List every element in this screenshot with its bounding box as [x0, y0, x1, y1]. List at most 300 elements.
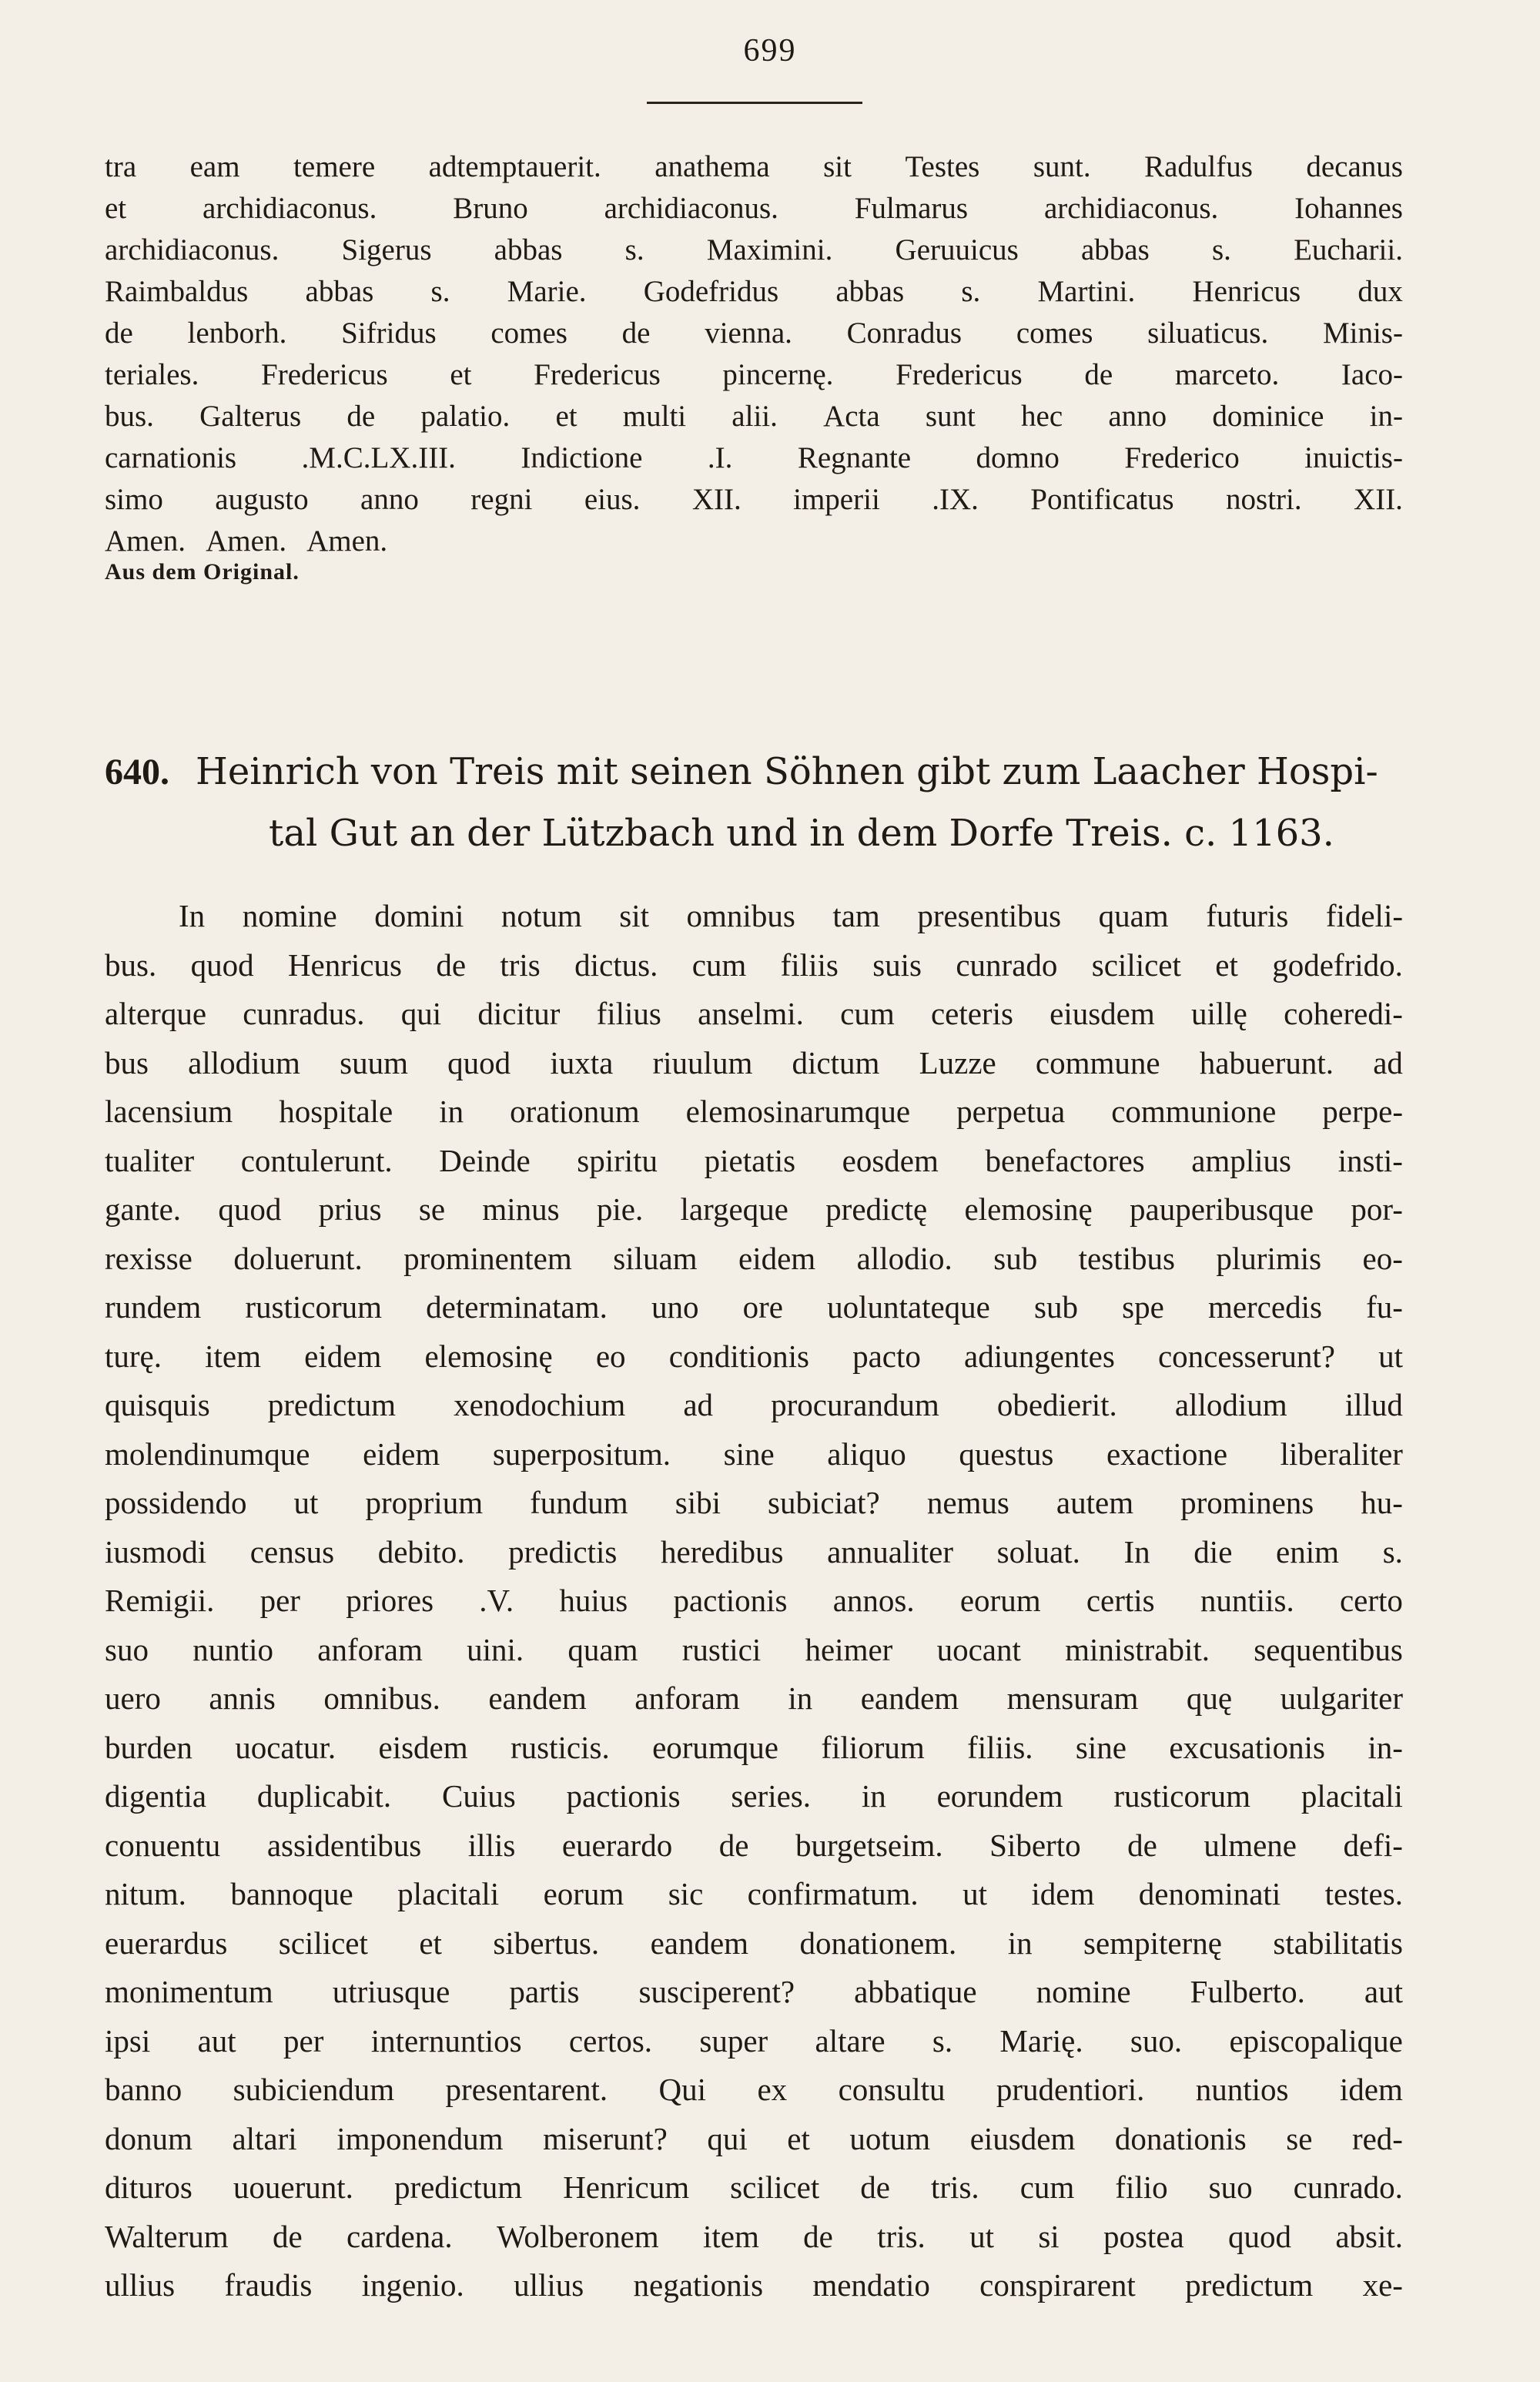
word: s.: [624, 233, 644, 266]
word: Galterus: [199, 400, 302, 433]
word: hec: [1021, 400, 1063, 433]
word: excusationis: [1169, 1729, 1325, 1765]
word: et: [555, 400, 578, 433]
word: item: [205, 1338, 262, 1374]
word: prius: [318, 1191, 382, 1227]
word: suum: [340, 1044, 408, 1080]
charter-top-line: [105, 271, 1403, 313]
word: In: [1123, 1533, 1150, 1570]
word: eosdem: [842, 1142, 939, 1178]
word: Marie.: [507, 275, 587, 308]
word: uocatur.: [235, 1729, 336, 1765]
word: conspirarent: [979, 2267, 1136, 2303]
source-note: Aus dem Original.: [105, 559, 300, 585]
word: nuntio: [192, 1631, 274, 1667]
word: placitali: [1301, 1778, 1403, 1814]
word: dituros: [105, 2169, 192, 2205]
word: ex: [757, 2072, 788, 2107]
word: anno: [360, 483, 419, 516]
word: de: [105, 317, 133, 350]
word: sibi: [675, 1485, 721, 1520]
word: donationis: [1114, 2120, 1247, 2156]
word: Luzze: [919, 1044, 996, 1080]
word: perpetua: [956, 1094, 1066, 1129]
word: elemosinę: [424, 1338, 553, 1374]
word: abbas: [494, 233, 563, 266]
word: consultu: [838, 2072, 946, 2107]
word: .I.: [707, 441, 733, 474]
word: quisquis: [105, 1387, 210, 1422]
word: imponendum: [336, 2120, 504, 2156]
word: nitum.: [105, 1876, 186, 1911]
word: filius: [596, 996, 661, 1031]
word: presentibus: [917, 898, 1062, 933]
word: siluam: [613, 1240, 698, 1276]
word: superpositum.: [492, 1436, 671, 1472]
word: adiungentes: [964, 1338, 1115, 1374]
charter-body-line: [105, 1137, 1403, 1186]
charter-top-line: [105, 354, 1403, 396]
word: eiusdem: [969, 2120, 1076, 2156]
word: eiusdem: [1050, 996, 1155, 1031]
word: placitali: [397, 1876, 500, 1911]
word: et: [450, 358, 472, 391]
word: certis: [1086, 1583, 1155, 1618]
word: presentarent.: [445, 2072, 608, 2107]
word: Martini.: [1037, 275, 1136, 308]
word: et: [787, 2120, 810, 2156]
word: anno: [1108, 400, 1167, 433]
word: eandem: [488, 1680, 587, 1716]
word: rusticorum: [245, 1289, 383, 1325]
charter-body-line: [105, 1576, 1403, 1626]
word: census: [249, 1533, 335, 1570]
word: pincernę.: [722, 358, 834, 391]
charter-body-line: [105, 1430, 1403, 1479]
word: predictis: [508, 1533, 618, 1570]
charter-640-body: [105, 892, 1403, 2310]
word: nuntiis.: [1200, 1583, 1294, 1618]
word: super: [699, 2022, 768, 2059]
word: Marię.: [999, 2022, 1083, 2059]
word: coheredi-: [1284, 996, 1403, 1031]
word: ingenio.: [361, 2267, 464, 2303]
word: de: [1084, 358, 1113, 391]
word: omnibus: [686, 898, 795, 933]
word: nuntios: [1195, 2072, 1289, 2107]
charter-top-line: [105, 146, 1403, 188]
word: internuntios: [370, 2022, 522, 2059]
word: uouerunt.: [233, 2169, 353, 2205]
charter-body-line: [105, 1283, 1403, 1332]
word: de: [346, 400, 376, 433]
word: futuris: [1206, 898, 1289, 933]
charter-body-line: [105, 990, 1403, 1039]
word: Testes: [905, 150, 980, 183]
word: debito.: [377, 1533, 465, 1570]
document-heading-text-1: Heinrich von Treis mit seinen Söhnen gibt zum Laacher Hospi-: [196, 750, 1378, 793]
word: XII.: [691, 483, 742, 516]
word: Sifridus: [341, 317, 437, 350]
word: ut: [293, 1485, 319, 1520]
word: altare: [815, 2022, 886, 2059]
word: eidem: [304, 1338, 382, 1374]
word: archidiaconus.: [604, 192, 778, 225]
word: episcopalique: [1229, 2022, 1403, 2059]
word: uulgariter: [1280, 1680, 1403, 1716]
word: quę: [1186, 1680, 1233, 1716]
word: uotum: [849, 2120, 931, 2156]
word: sic: [668, 1876, 704, 1911]
word: determinatam.: [426, 1289, 608, 1325]
word: multi: [622, 400, 687, 433]
word: de: [1127, 1827, 1157, 1863]
word: eidem: [363, 1436, 440, 1472]
word: in: [439, 1094, 464, 1129]
word: predictum: [393, 2169, 523, 2205]
word: suis: [872, 946, 922, 983]
word: Godefridus: [643, 275, 779, 308]
word: turę.: [105, 1338, 162, 1374]
word: contulerunt.: [240, 1142, 393, 1178]
word: elemosinarumque: [685, 1094, 911, 1129]
word: denominati: [1138, 1876, 1281, 1911]
word: assidentibus: [266, 1827, 422, 1863]
word: mercedis: [1207, 1289, 1322, 1325]
charter-body-line: [105, 1968, 1403, 2017]
word: regni: [470, 483, 533, 516]
word: sine: [723, 1436, 775, 1472]
word: scilicet: [278, 1925, 368, 1961]
word: sempiternę: [1083, 1925, 1222, 1961]
word: uocant: [936, 1631, 1021, 1667]
word: conditionis: [668, 1338, 809, 1374]
word: temere: [293, 150, 376, 183]
charter-top-line: [105, 479, 1403, 521]
word: qui: [400, 996, 442, 1031]
charter-body-line: [105, 1381, 1403, 1430]
word: ore: [742, 1289, 783, 1325]
word: filiorum: [821, 1729, 925, 1765]
word: subiciat?: [768, 1485, 880, 1520]
word: utriusque: [332, 1974, 450, 2009]
word: communione: [1111, 1094, 1277, 1129]
word: eam: [189, 150, 240, 183]
word: palatio.: [420, 400, 511, 433]
document-number: 640.: [105, 752, 169, 792]
word: notum: [500, 898, 582, 933]
word: quam: [1098, 898, 1169, 933]
word: ceteris: [930, 996, 1013, 1031]
word: rundem: [105, 1289, 202, 1325]
charter-body-line: [105, 1870, 1403, 1919]
word: red-: [1351, 2120, 1403, 2156]
word: siluaticus.: [1147, 317, 1269, 350]
charter-body-line: [105, 1528, 1403, 1577]
word: procurandum: [771, 1387, 939, 1422]
word: hu-: [1361, 1485, 1403, 1520]
word: spe: [1122, 1289, 1164, 1325]
word: et: [1215, 946, 1238, 983]
word: tam: [832, 898, 880, 933]
word: decanus: [1306, 150, 1403, 183]
word: plurimis: [1216, 1240, 1322, 1276]
word: sunt.: [1033, 150, 1091, 183]
word: tris: [500, 946, 541, 983]
charter-body-line: [105, 1919, 1403, 1968]
word: tualiter: [105, 1142, 195, 1178]
word: inuictis-: [1304, 441, 1403, 474]
word: de: [621, 317, 651, 350]
word: abbas: [305, 275, 374, 308]
word: quod: [218, 1191, 282, 1227]
word: fideli-: [1325, 898, 1403, 933]
word: rusticis.: [511, 1729, 610, 1765]
word: Amen.: [206, 524, 287, 558]
charter-body-line: [105, 1185, 1403, 1235]
word: tris.: [931, 2169, 979, 2205]
word: eo-: [1362, 1240, 1403, 1276]
word: orationum: [510, 1094, 640, 1129]
word: conuentu: [105, 1827, 221, 1863]
word: possidendo: [105, 1485, 247, 1520]
word: fu-: [1366, 1289, 1403, 1325]
charter-top-line: [105, 313, 1403, 354]
word: Deinde: [439, 1142, 531, 1178]
word: .M.C.LX.III.: [301, 441, 456, 474]
word: liberaliter: [1280, 1436, 1403, 1472]
word: s.: [430, 275, 450, 308]
word: defi-: [1343, 1827, 1403, 1863]
word: Walterum: [105, 2218, 229, 2254]
word: Henricus: [1192, 275, 1301, 308]
word: eorumque: [652, 1729, 779, 1765]
word: negationis: [633, 2267, 764, 2303]
word: series.: [731, 1778, 812, 1814]
word: Bruno: [453, 192, 528, 225]
word: ut: [969, 2218, 995, 2254]
word: nostri.: [1226, 483, 1302, 516]
word: cum: [691, 946, 747, 983]
word: certo: [1339, 1583, 1403, 1618]
word: quod: [190, 946, 254, 983]
charter-body-line: [105, 892, 1403, 941]
word: suo: [1208, 2169, 1253, 2205]
word: XII.: [1354, 483, 1403, 516]
word: pactionis: [566, 1778, 681, 1814]
charter-top-line: [105, 437, 1403, 479]
word: omnibus.: [323, 1680, 440, 1716]
word: aut: [1364, 1974, 1403, 2009]
charter-body-line: [105, 2213, 1403, 2262]
word: ministrabit.: [1065, 1631, 1210, 1667]
word: de: [803, 2218, 833, 2254]
word: elemosinę: [964, 1191, 1093, 1227]
word: pauperibusque: [1130, 1191, 1314, 1227]
word: anforam: [317, 1631, 423, 1667]
word: sub: [993, 1240, 1038, 1276]
word: pietatis: [704, 1142, 796, 1178]
charter-body-line: [105, 1235, 1403, 1284]
word: burden: [105, 1729, 192, 1765]
word: partis: [509, 1974, 580, 2009]
word: Maximini.: [706, 233, 833, 266]
word: .IX.: [932, 483, 979, 516]
word: Remigii.: [105, 1583, 215, 1618]
word: heredibus: [661, 1533, 784, 1570]
word: eandem: [650, 1925, 749, 1961]
word: commune: [1035, 1044, 1160, 1080]
word: nemus: [926, 1485, 1009, 1520]
word: uno: [651, 1289, 699, 1325]
word: Frederico: [1124, 441, 1240, 474]
word: Fredericus: [896, 358, 1023, 391]
word: eidem: [738, 1240, 816, 1276]
word: archidiaconus.: [1043, 192, 1219, 225]
previous-charter-ending: [105, 146, 1403, 562]
word: aliquo: [827, 1436, 906, 1472]
word: lenborh.: [187, 317, 287, 350]
word: anforam: [634, 1680, 740, 1716]
word: Raimbaldus: [105, 275, 249, 308]
word: illis: [467, 1827, 516, 1863]
word: postea: [1103, 2218, 1184, 2254]
word: lacensium: [105, 1094, 233, 1129]
charter-body-line: [105, 1039, 1403, 1088]
word: priores: [346, 1583, 434, 1618]
word: Fredericus: [534, 358, 661, 391]
word: teriales.: [105, 358, 199, 391]
word: filiis: [780, 946, 839, 983]
word: xe-: [1362, 2267, 1403, 2303]
word: quam: [567, 1631, 638, 1667]
word: gante.: [105, 1191, 182, 1227]
charter-body-line: [105, 1821, 1403, 1871]
word: heimer: [805, 1631, 893, 1667]
word: in: [861, 1778, 886, 1814]
word: Fredericus: [261, 358, 388, 391]
word: testibus: [1078, 1240, 1175, 1276]
word: prominentem: [403, 1240, 572, 1276]
charter-top-line: [105, 229, 1403, 271]
word: dictus.: [574, 946, 658, 983]
word: cardena.: [346, 2218, 453, 2254]
word: dicitur: [477, 996, 561, 1031]
word: se: [1286, 2120, 1313, 2156]
word: aut: [197, 2022, 236, 2059]
word: testes.: [1324, 1876, 1403, 1911]
word: si: [1038, 2218, 1060, 2254]
word: bus.: [105, 400, 154, 433]
charter-body-line: [105, 1674, 1403, 1724]
word: miserunt?: [543, 2120, 668, 2156]
word: Geruuicus: [895, 233, 1019, 266]
word: die: [1194, 1533, 1233, 1570]
word: pactionis: [673, 1583, 788, 1618]
word: quod: [1228, 2218, 1292, 2254]
word: per: [259, 1583, 300, 1618]
word: exactione: [1106, 1436, 1228, 1472]
word: uini.: [467, 1631, 524, 1667]
word: ad: [683, 1387, 714, 1422]
word: molendinumque: [105, 1436, 310, 1472]
word: uillę: [1191, 996, 1247, 1031]
word: ut: [962, 1876, 987, 1911]
word: rexisse: [105, 1240, 192, 1276]
charter-body-line: [105, 2065, 1403, 2115]
word: comes: [1016, 317, 1093, 350]
word: huius: [559, 1583, 628, 1618]
word: imperii: [793, 483, 880, 516]
word: allodio.: [856, 1240, 952, 1276]
word: idem: [1031, 1876, 1095, 1911]
word: .V.: [479, 1583, 514, 1618]
word: sub: [1034, 1289, 1078, 1325]
word: Regnante: [797, 441, 912, 474]
word: sequentibus: [1254, 1631, 1403, 1667]
word: euerardus: [105, 1925, 228, 1961]
word: dux: [1358, 275, 1403, 308]
word: allodium: [1174, 1387, 1287, 1422]
charter-body-line: [105, 2163, 1403, 2213]
word: susciperent?: [638, 1974, 795, 2009]
word: largeque: [680, 1191, 788, 1227]
word: de: [272, 2218, 303, 2254]
word: et: [419, 1925, 442, 1961]
word: carnationis: [105, 441, 237, 474]
word: Iaco-: [1341, 358, 1403, 391]
word: sibertus.: [493, 1925, 600, 1961]
word: Qui: [658, 2072, 707, 2107]
word: vienna.: [705, 317, 792, 350]
word: fraudis: [224, 2267, 313, 2303]
word: in-: [1368, 1729, 1403, 1765]
word: suo.: [1130, 2022, 1183, 2059]
word: bus.: [105, 946, 157, 983]
word: annis: [209, 1680, 276, 1716]
word: quod: [447, 1044, 511, 1080]
charter-body-line: [105, 1332, 1403, 1382]
word: Iohannes: [1294, 192, 1403, 225]
word: benefactores: [985, 1142, 1145, 1178]
word: marceto.: [1174, 358, 1280, 391]
word: nomine: [242, 898, 337, 933]
word: fundum: [530, 1485, 628, 1520]
word: archidiaconus.: [203, 192, 377, 225]
word: annualiter: [827, 1533, 953, 1570]
word: insti-: [1337, 1142, 1403, 1178]
word: simo: [105, 483, 163, 516]
word: por-: [1351, 1191, 1403, 1227]
word: in: [788, 1680, 813, 1716]
word: idem: [1339, 2072, 1403, 2107]
word: de: [860, 2169, 890, 2205]
word: se: [418, 1191, 446, 1227]
charter-body-line: [105, 2115, 1403, 2164]
word: Fulberto.: [1190, 1974, 1305, 2009]
word: de: [718, 1827, 749, 1863]
word: doluerunt.: [233, 1240, 363, 1276]
word: questus: [959, 1436, 1054, 1472]
word: filio: [1115, 2169, 1168, 2205]
word: Fulmarus: [854, 192, 969, 225]
word: tris.: [877, 2218, 926, 2254]
charter-top-line: [105, 396, 1403, 437]
word: eo: [595, 1338, 626, 1374]
page-number-rule: [647, 102, 862, 104]
word: cunrado.: [1293, 2169, 1403, 2205]
word: item: [702, 2218, 759, 2254]
